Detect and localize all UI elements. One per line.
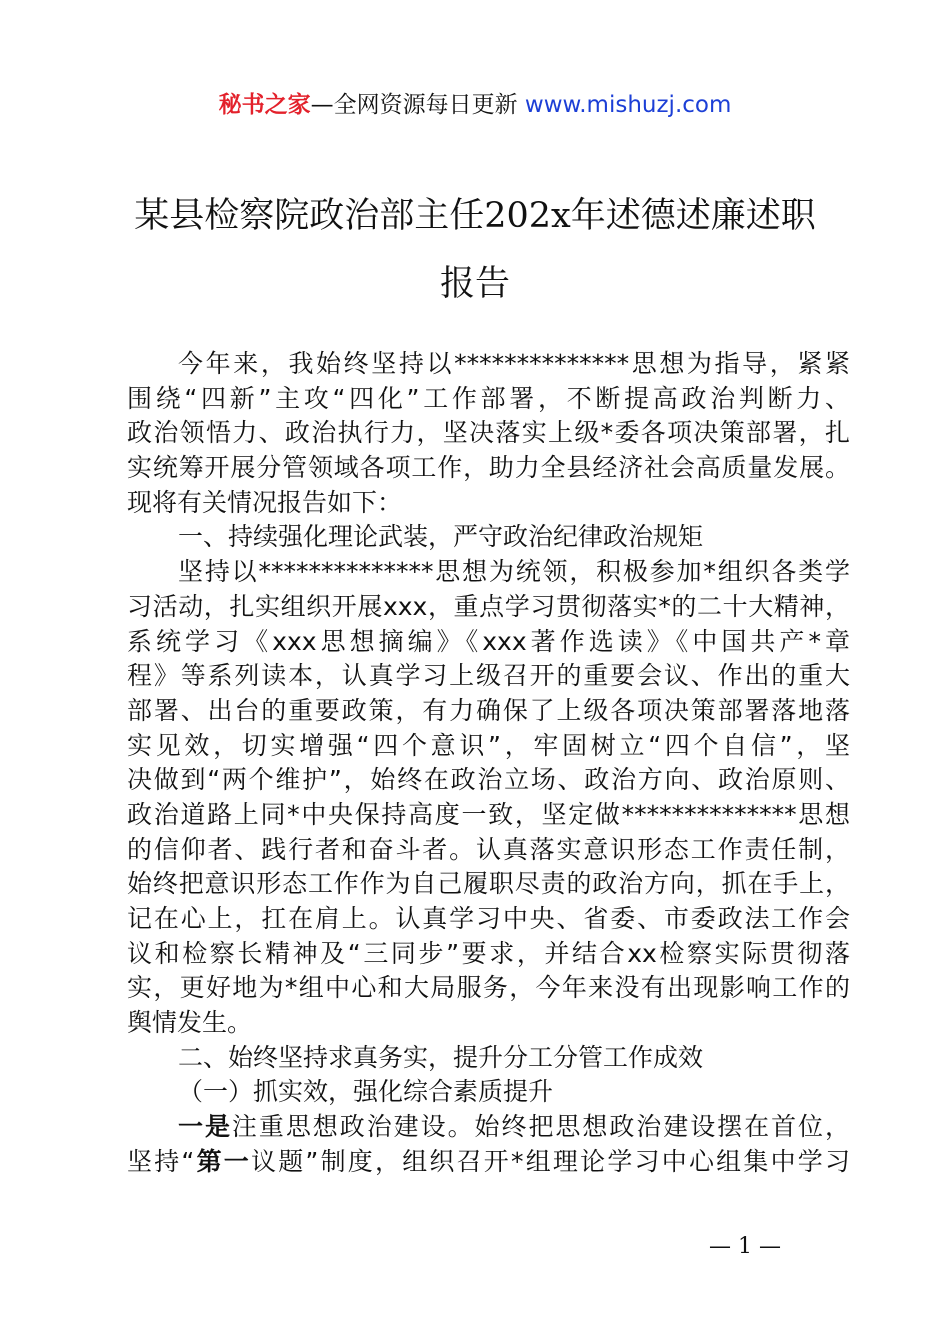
text-segment: 二、始终坚持求真务实，提升分工分管工作成效 [178,1042,704,1072]
text-segment: 实见效，切实增强“四个意识”，牢固树立“四个自信”，坚 [127,730,850,760]
text-segment: 政治领悟力、政治执行力，坚决落实上级*委各项决策部署，扎 [127,418,850,448]
text-segment: 记在心上，扛在肩上。认真学习中央、省委、市委政法工作会 [127,904,850,933]
text-segment: 始终把意识形态工作作为自己履职尽责的政治方向，抓在手上， [127,869,850,899]
text-segment: 坚持以**************思想为统领，积极参加*组织各类学 [178,557,850,587]
text-segment: 系统学习《xxx思想摘编》《xxx著作选读》《中国共产*章 [127,626,850,656]
text-line [127,382,850,417]
text-line [127,1006,850,1041]
site-url-link[interactable]: www.mishuzj.com [524,92,732,118]
banner-tagline: —全网资源每日更新 [310,92,525,118]
text-segment: 坚持“ [127,1146,195,1176]
text-line [127,347,850,382]
text-line [127,1075,850,1110]
text-line [127,520,850,555]
document-title-line-2: 报告 [439,264,510,304]
text-segment: 议题”制度，组织召开*组理论学习中心组集中学习 [251,1146,850,1176]
text-segment: 今年来，我始终坚持以**************思想为指导，紧紧 [178,349,850,378]
text-segment: 一、持续强化理论武装，严守政治纪律政治规矩 [178,522,704,552]
page-number: — 1 — [709,1234,781,1259]
text-line [127,659,850,694]
text-line [127,798,850,833]
text-line [127,451,850,486]
text-segment: 政治道路上同*中央保持高度一致，坚定做**************思想 [127,799,850,829]
brand-name: 秘书之家 [218,92,311,118]
bold-text: 一是 [178,1112,232,1142]
text-line [127,590,850,625]
text-line [127,486,850,521]
text-line [127,763,850,798]
text-segment: （一）抓实效，强化综合素质提升 [178,1077,554,1107]
bold-text: 第一 [194,1146,251,1176]
text-line [127,1041,850,1076]
document-body [127,347,850,1180]
text-segment: 注重思想政治建设。始终把思想政治建设摆在首位， [231,1112,850,1142]
text-segment: 决做到“两个维护”，始终在政治立场、政治方向、政治原则、 [127,765,850,795]
text-segment: 实，更好地为*组中心和大局服务，今年来没有出现影响工作的 [127,973,850,1003]
text-line [127,867,850,902]
text-line [127,902,850,937]
text-segment: 程》等系列读本，认真学习上级召开的重要会议、作出的重大 [127,661,850,691]
text-line [127,625,850,660]
document-title-line-1: 某县检察院政治部主任202x年述德述廉述职 [134,196,816,236]
text-line [127,1145,850,1180]
text-segment: 舆情发生。 [127,1008,253,1038]
text-line [127,937,850,972]
text-line [127,555,850,590]
text-segment: 议和检察长精神及“三同步”要求，并结合xx检察实际贯彻落 [127,938,850,968]
site-banner [0,86,950,119]
text-line [127,971,850,1006]
text-line [127,694,850,729]
text-segment: 习活动，扎实组织开展xxx，重点学习贯彻落实*的二十大精神， [127,591,850,621]
text-segment: 的信仰者、践行者和奋斗者。认真落实意识形态工作责任制， [127,834,850,864]
text-line [127,729,850,764]
text-segment: 实统筹开展分管领域各项工作，助力全县经济社会高质量发展。 [127,453,850,483]
text-segment: 现将有关情况报告如下： [127,487,403,517]
text-line [127,1110,850,1145]
text-segment: 部署、出台的重要政策，有力确保了上级各项决策部署落地落 [127,695,850,725]
text-line [127,416,850,451]
text-line [127,833,850,868]
text-segment: 围绕“四新”主攻“四化”工作部署，不断提高政治判断力、 [127,383,850,413]
